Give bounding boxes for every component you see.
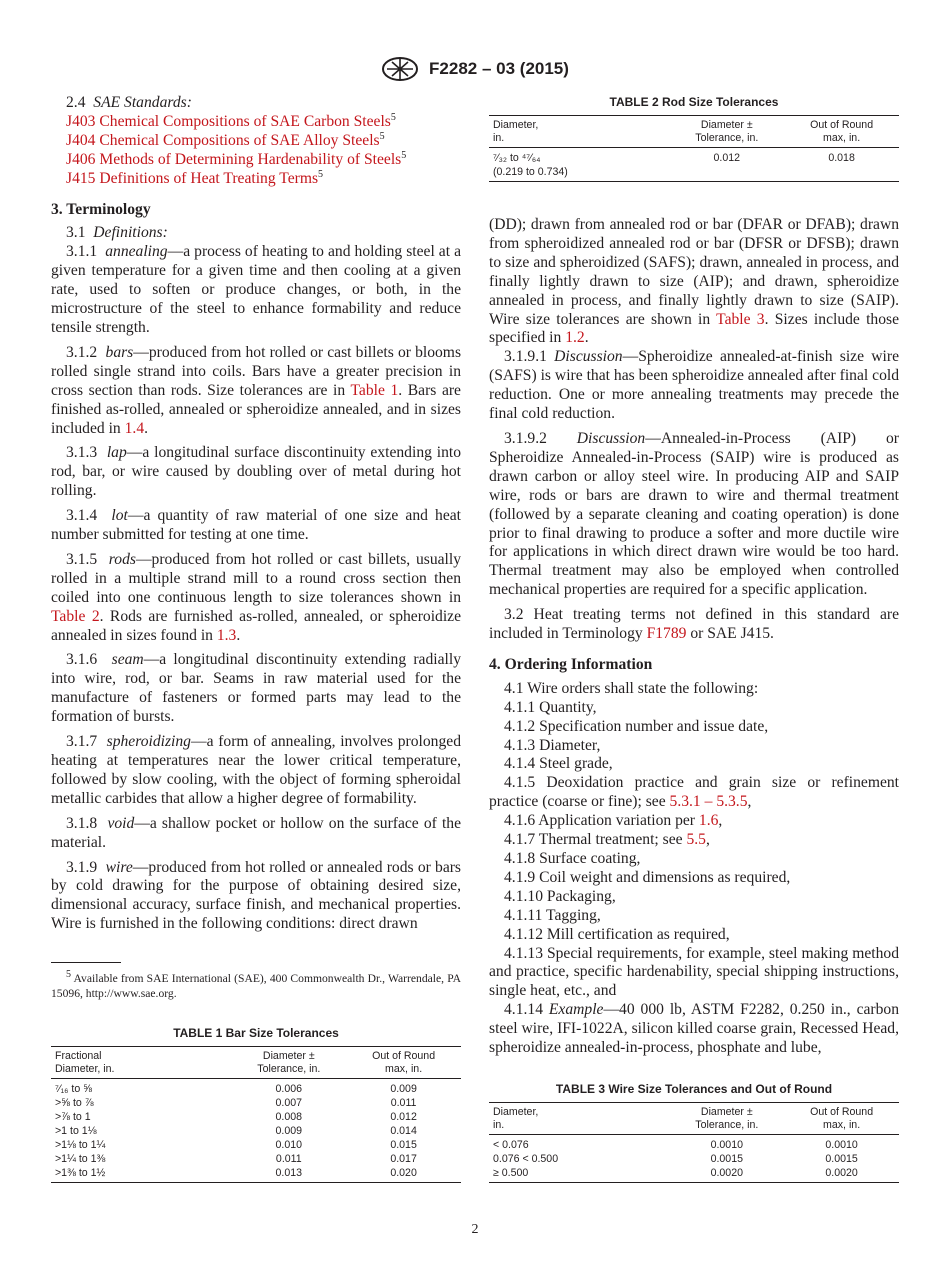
table-row: ≥ 0.500 0.0020 0.0020: [489, 1166, 899, 1183]
table-3-title: TABLE 3 Wire Size Tolerances and Out of Round: [555, 1082, 833, 1096]
link-j404[interactable]: J404: [66, 131, 96, 149]
table-row: ⁷⁄₁₆ to ⅝ 0.006 0.009: [55, 1083, 417, 1095]
para-3-1-1: 3.1.1 annealing—a process of heating to and holding steel at a given temperature for a given time and then cooling at a given rate, used to soften or produce changes, or both, in the microstructure of the steel to enhance formability and reduce tensile strength.: [51, 243, 461, 336]
link-1-2[interactable]: 1.2: [565, 329, 585, 347]
link-5-3-1-to-5-3-5[interactable]: 5.3.1 – 5.3.5: [669, 793, 748, 811]
table-2-title: TABLE 2 Rod Size Tolerances: [609, 95, 779, 109]
para-3-1-7: 3.1.7 spheroidizing—a form of annealing, involves prolonged heating at temperatures near the lower critical temperature, followed by slow cooling, with the object of forming spheroidal metallic carbides that allow a higher degree of formability.: [51, 733, 461, 807]
table-header: Diameter, in.: [489, 116, 669, 148]
link-j403[interactable]: J403: [66, 112, 96, 130]
reference-j415: J415 Definitions of Heat Treating Terms$^5$: [66, 168, 324, 187]
link-1-6[interactable]: 1.6: [698, 812, 719, 830]
table-row: < 0.076 0.0010 0.0010: [493, 1139, 858, 1151]
para-4-1-14: 4.1.14 Example—40 000 lb, ASTM F2282, 0.250 in., carbon steel wire, IFI-1022A, silicon killed coarse grain, Recessed Head, spheroidize annealed-in-process, phosphate and lube,: [489, 1001, 899, 1057]
section-2-4: 2.4 SAE Standards:: [66, 94, 192, 111]
table-header: Fractional Diameter, in.: [51, 1047, 231, 1079]
section-heading-terminology: 3. Terminology: [51, 200, 151, 218]
table-row: 0.076 < 0.500 0.0015 0.0015: [493, 1153, 858, 1165]
link-1-4[interactable]: 1.4: [124, 419, 145, 437]
section-heading-ordering: 4. Ordering Information: [489, 655, 653, 673]
link-5-5[interactable]: 5.5: [686, 831, 706, 849]
para-4-1-11: 4.1.11 Tagging,: [504, 906, 601, 924]
table-header: Out of Round max, in.: [784, 116, 899, 148]
para-3-2: 3.2 Heat treating terms not defined in this standard are included in Terminology F1789 or SAE J415.: [489, 606, 899, 643]
para-3-1-2: 3.1.2 bars—produced from hot rolled or cast billets or blooms rolled single strand into coils. Bars have a greater precision in cross section than rods. Size tolerances are in Table 1. Bars are finished as-rolled, annealed or spheroidize annealed, and in sizes included in 1.4.: [51, 343, 462, 437]
footnote-divider: [51, 962, 121, 963]
para-4-1-12: 4.1.12 Mill certification as required,: [504, 925, 730, 943]
page-number: 2: [471, 1222, 479, 1237]
table-row: >⅝ to ⅞ 0.007 0.011: [55, 1097, 417, 1109]
link-table-2[interactable]: Table 2: [51, 607, 100, 625]
table-header: Out of Round max, in.: [346, 1047, 461, 1079]
para-3-1-5: 3.1.5 rods—produced from hot rolled or cast billets, usually rolled in a multiple strand mill to a round cross section then coiled into one continuous length to size tolerances shown in Table 2. Rods are furnished as-rolled, annealed, or spheroidize annealed in sizes found in 1.3.: [51, 550, 462, 644]
reference-j406: J406 Methods of Determining Hardenability of Steels$^5$: [66, 149, 407, 168]
link-table-3[interactable]: Table 3: [716, 310, 765, 328]
para-3-1: 3.1 Definitions:: [66, 224, 168, 242]
para-4-1-7: 4.1.7 Thermal treatment; see 5.5,: [504, 831, 710, 849]
table-1-title: TABLE 1 Bar Size Tolerances: [173, 1026, 339, 1040]
document-number: F2282 – 03 (2015): [429, 59, 569, 78]
link-j406[interactable]: J406: [66, 150, 96, 168]
table-header: Out of Round max, in.: [784, 1103, 899, 1135]
table-row: >1¼ to 1⅜ 0.011 0.017: [55, 1153, 417, 1165]
table-3: [489, 1082, 899, 1183]
para-4-1-8: 4.1.8 Surface coating,: [504, 850, 641, 867]
para-4-1-1: 4.1.1 Quantity,: [504, 698, 597, 716]
table-2: [489, 95, 899, 182]
table-row: >⅞ to 1 0.008 0.012: [55, 1111, 417, 1123]
para-4-1-6: 4.1.6 Application variation per 1.6,: [504, 812, 723, 830]
table-header: Diameter ± Tolerance, in.: [669, 1103, 784, 1135]
table-1: [51, 1026, 461, 1183]
para-4-1-4: 4.1.4 Steel grade,: [504, 755, 613, 773]
table-header: Diameter, in.: [489, 1103, 669, 1135]
table-row: >1⅜ to 1½ 0.013 0.020: [51, 1166, 461, 1183]
link-f1789[interactable]: F1789: [646, 625, 687, 643]
table-row: >1⅛ to 1¼ 0.010 0.015: [55, 1139, 417, 1151]
astm-logo-icon: [381, 56, 419, 82]
para-3-1-4: 3.1.4 lot—a quantity of raw material of one size and heat number submitted for testing at one time.: [51, 507, 462, 544]
para-4-1-13: 4.1.13 Special requirements, for example, steel making method and practice, specific hardenability, special shipping instructions, single heat, etc., and: [489, 944, 899, 1000]
left-column: [51, 94, 461, 934]
para-3-1-9-2: 3.1.9.2 Discussion—Annealed-in-Process (AIP) or Spheroidize Annealed-in-Process (SAIP) wire is produced as drawn carbon or alloy steel wire. In producing AIP and SAIP wire, rods or bars are drawn to wire and thermal treatment (followed by a separate cleaning and coating operation) is done prior to final drawing to produce a softer and more ductile wire for applications in which direct drawn wire would be too hard. Thermal treatment may also be employed when controlled mechanical properties are required for a specific application.: [489, 429, 899, 599]
link-j415[interactable]: J415: [66, 169, 96, 187]
para-3-1-8: 3.1.8 void—a shallow pocket or hollow on the surface of the material.: [51, 814, 461, 851]
link-table-1[interactable]: Table 1: [350, 381, 399, 399]
right-column: [489, 216, 899, 1058]
para-3-1-9-1: 3.1.9.1 Discussion—Spheroidize annealed-at-finish size wire (SAFS) is wire that has been spheroidize annealed after final cold reduction. One or more annealing treatments may precede the final cold reduction.: [489, 348, 899, 423]
reference-j404: J404 Chemical Compositions of SAE Alloy Steels$^5$: [66, 130, 385, 149]
link-1-3[interactable]: 1.3: [216, 626, 237, 644]
para-3-1-3: 3.1.3 lap—a longitudinal surface discontinuity extending into rod, bar, or wire caused by doubling over of metal during hot rolling.: [51, 444, 461, 500]
para-4-1-5: 4.1.5 Deoxidation practice and grain size or refinement practice (coarse or fine); see 5.3.1 – 5.3.5,: [489, 774, 899, 811]
para-4-1-3: 4.1.3 Diameter,: [504, 736, 601, 754]
table-header: Diameter ± Tolerance, in.: [231, 1047, 346, 1079]
footnote-5: $^5$ Available from SAE International (SAE), 400 Commonwealth Dr., Warrendale, PA 15096, http://www.sae.org.: [51, 969, 461, 1000]
para-4-1-9: 4.1.9 Coil weight and dimensions as required,: [504, 868, 791, 886]
table-header: Diameter ± Tolerance, in.: [669, 116, 784, 148]
reference-j403: J403 Chemical Compositions of SAE Carbon Steels$^5$: [66, 111, 396, 130]
page-header: [0, 56, 950, 82]
para-3-1-6: 3.1.6 seam—a longitudinal discontinuity extending radially into wire, rod, or bar. Seams in raw material used for the manufacture of fasteners or formed parts may lead to the formation of bursts.: [51, 651, 461, 726]
table-row: ⁷⁄₃₂ to ⁴⁷⁄₆₄ (0.219 to 0.734) 0.012 0.018: [489, 148, 899, 182]
para-4-1-2: 4.1.2 Specification number and issue date,: [504, 717, 769, 735]
para-4-1: 4.1 Wire orders shall state the following:: [504, 679, 759, 697]
para-3-1-9: 3.1.9 wire—produced from hot rolled or annealed rods or bars by cold drawing for the purpose of obtaining desired size, dimensional accuracy, surface finish, and mechanical properties. Wire is furnished in the following conditions: direct drawn: [51, 858, 462, 933]
table-row: >1 to 1⅛ 0.009 0.014: [55, 1125, 417, 1137]
para-4-1-10: 4.1.10 Packaging,: [504, 887, 616, 905]
para-3-1-9-continued: (DD); drawn from annealed rod or bar (DFAR or DFAB); drawn from spheroidized annealed rod or bar (DFSR or DFSB); drawn to size and spheroidized (SAFS); drawn, annealed in process, and finally lightly drawn to size (AIP); and drawn, spheroidize annealed in process, and finally lightly drawn to size (SAIP). Wire size tolerances are shown in Table 3. Sizes include those specified in 1.2.: [489, 216, 900, 347]
